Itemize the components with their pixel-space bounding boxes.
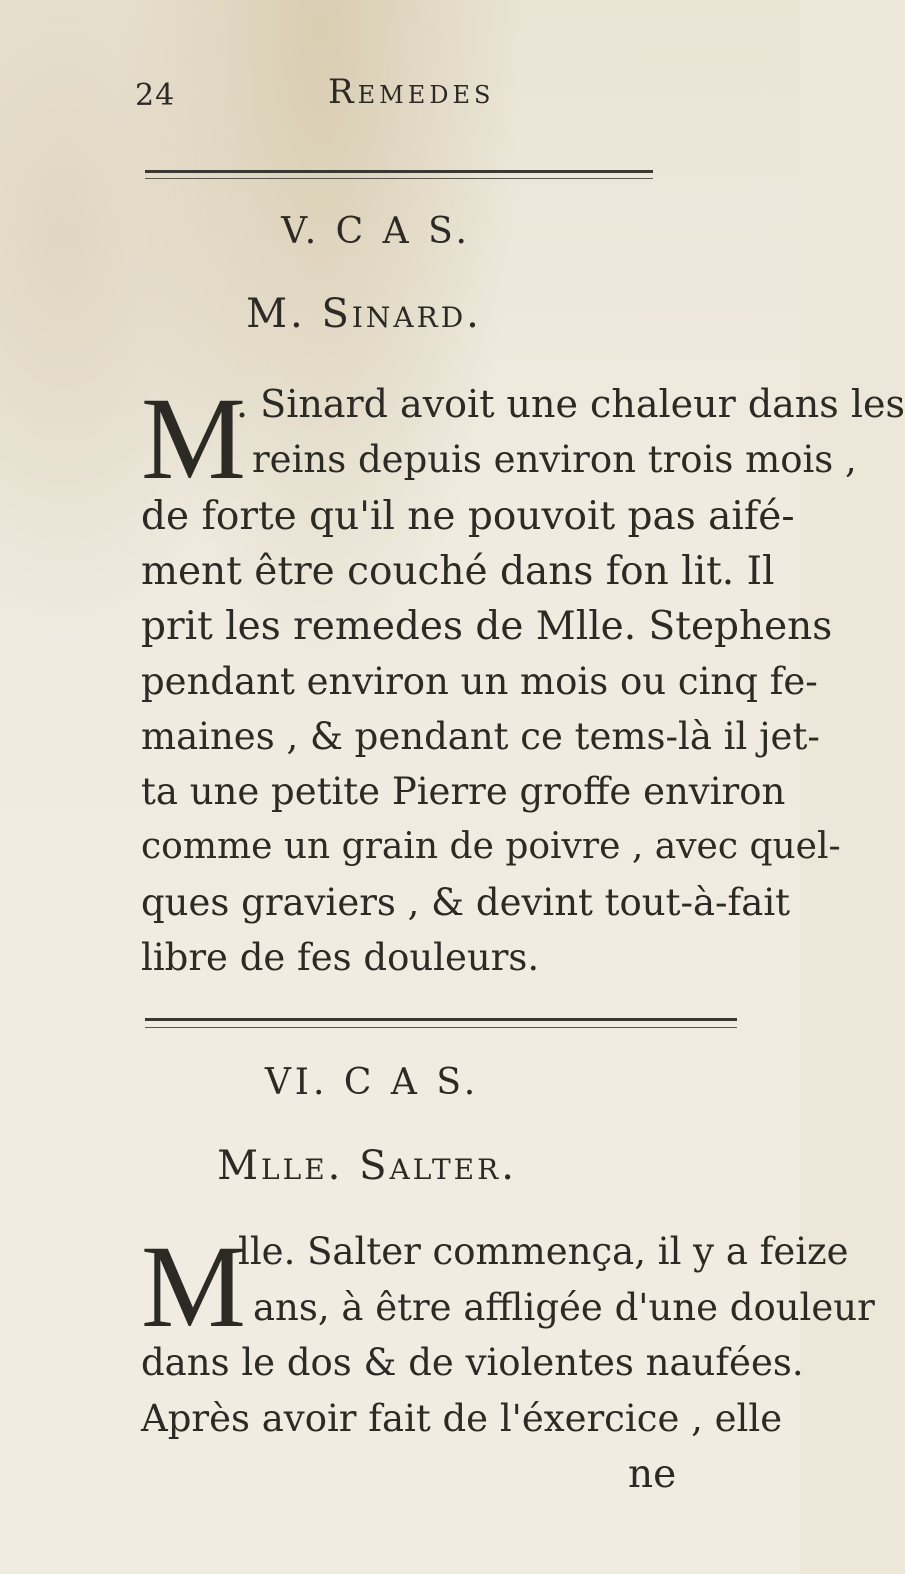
- text-line: ta une petite Pierre groffe environ: [141, 770, 786, 813]
- text-line: . Sinard avoit une chaleur dans les: [236, 382, 905, 426]
- patient-name: M. Sinard.: [246, 291, 482, 337]
- text-line: ans, à être affligée d'une douleur: [253, 1286, 875, 1329]
- text-line: pendant environ un mois ou cinq fe-: [141, 660, 818, 703]
- section-rule: [145, 170, 653, 173]
- running-head: Remedes: [328, 72, 495, 112]
- text-line: comme un grain de poivre , avec quel-: [141, 826, 841, 867]
- text-line: maines , & pendant ce tems-là il jet-: [141, 715, 820, 758]
- drop-cap: M: [141, 1221, 246, 1352]
- text-line: ment être couché dans fon lit. Il: [141, 549, 775, 594]
- text-line: ques graviers , & devint tout-à-fait: [141, 881, 791, 924]
- section-rule: [145, 1018, 737, 1021]
- text-line: libre de fes douleurs.: [141, 936, 540, 979]
- text-line: de forte qu'il ne pouvoit pas aifé-: [141, 494, 795, 539]
- text-line: prit les remedes de Mlle. Stephens: [141, 604, 833, 649]
- text-line: reins depuis environ trois mois ,: [252, 438, 857, 481]
- patient-name: Mlle. Salter.: [217, 1143, 517, 1189]
- page-header: [0, 72, 800, 122]
- text-line: Après avoir fait de l'éxercice , elle: [141, 1397, 783, 1440]
- case-heading: V. C A S.: [281, 211, 471, 252]
- section-rule-thin: [145, 1027, 737, 1028]
- text-line: ne: [628, 1452, 677, 1497]
- page-number: 24: [135, 78, 176, 113]
- section-rule-thin: [145, 178, 653, 179]
- text-line: dans le dos & de violentes naufées.: [141, 1341, 804, 1384]
- text-line: lle. Salter commença, il y a feize: [238, 1230, 849, 1273]
- case-heading: VI. C A S.: [264, 1062, 480, 1103]
- drop-cap: M: [141, 373, 246, 504]
